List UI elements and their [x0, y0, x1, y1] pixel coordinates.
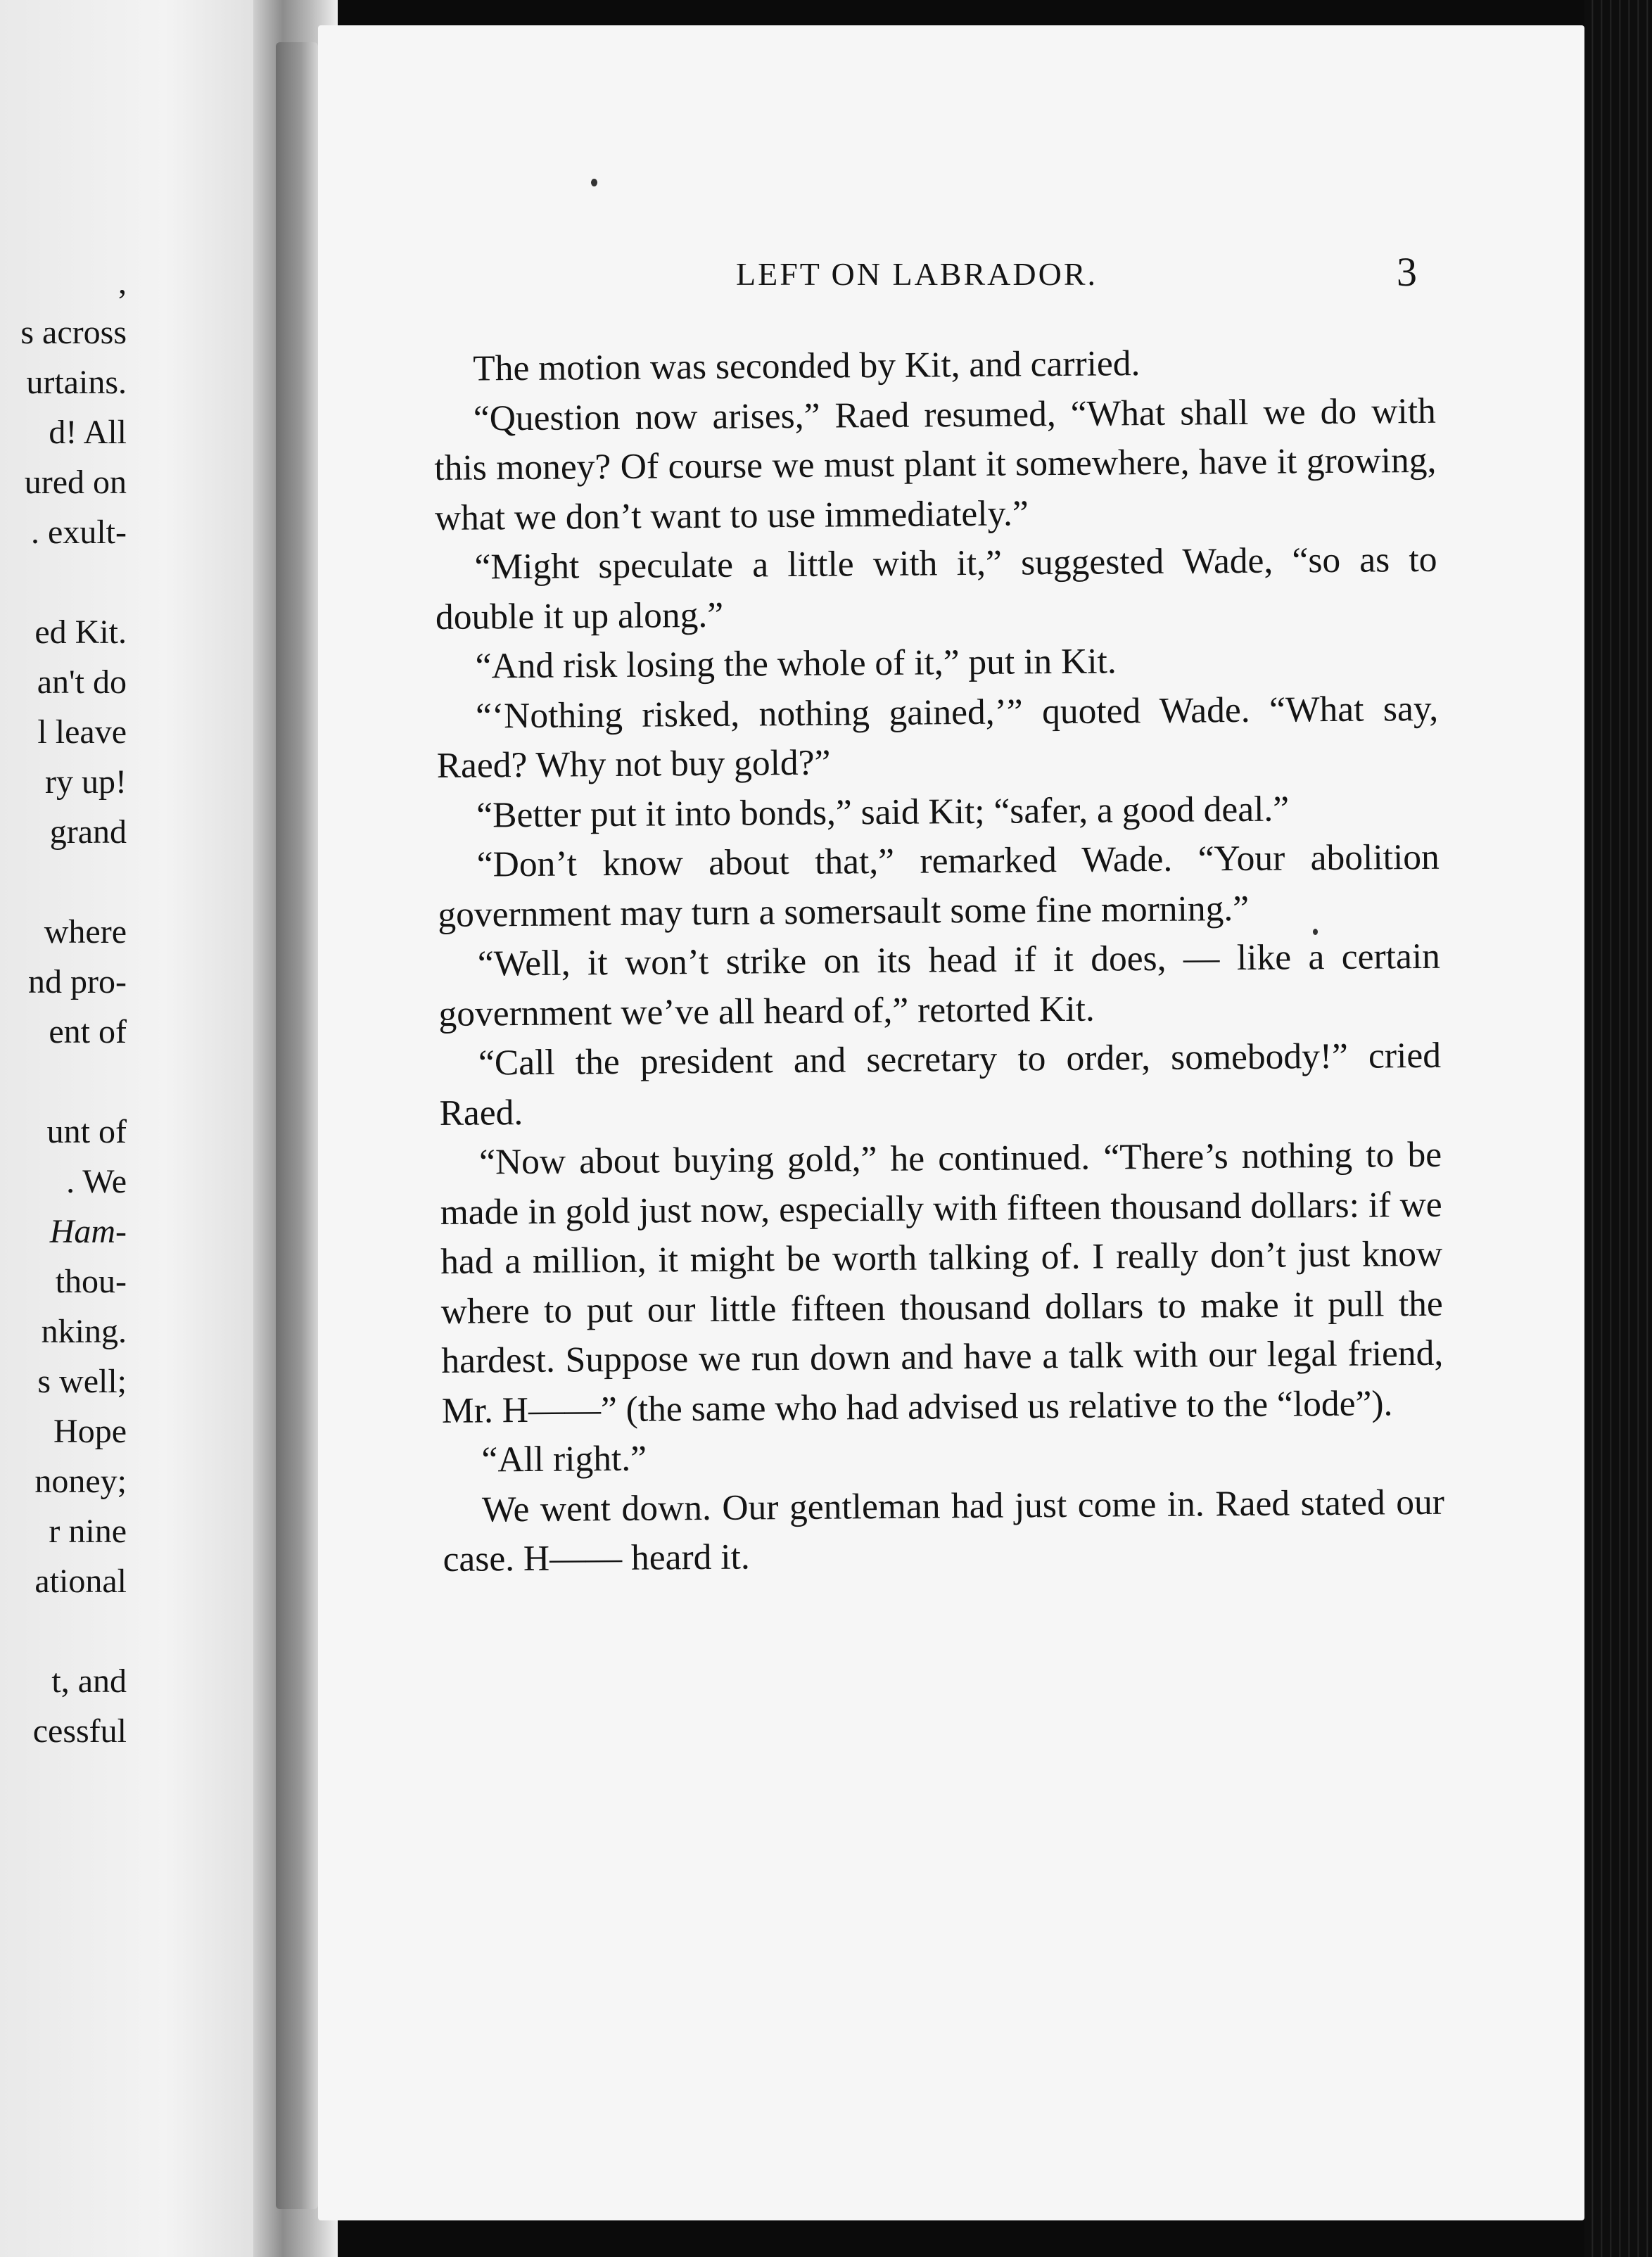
print-speck: [591, 179, 597, 186]
facing-page-line: t, and: [51, 1662, 127, 1700]
paragraph: “‘Nothing risked, nothing gained,’” quoted Wade. “What say, Raed? Why not buy gold?”: [436, 688, 1439, 786]
facing-page-line: ry up!: [45, 763, 127, 801]
paragraph: The motion was seconded by Kit, and carried.: [473, 343, 1140, 389]
paragraph: “Might speculate a little with it,” suggested Wade, “so as to double it up along.”: [435, 539, 1437, 637]
facing-page-line: Ham-: [49, 1213, 127, 1250]
paragraph: “All right.”: [481, 1438, 647, 1480]
paragraph: We went down. Our gentleman had just come in. Raed stated our case. H—— heard it.: [443, 1482, 1445, 1579]
facing-page-line: noney;: [34, 1463, 127, 1500]
facing-page-line: nd pro-: [28, 963, 127, 1000]
page-number: 3: [1397, 249, 1417, 295]
paragraph: “Well, it won’t strike on its head if it does, — like a certain government we’ve all heard of,” retorted Kit.: [438, 936, 1441, 1034]
facing-page-line: ,: [118, 264, 127, 301]
facing-page-line: urtains.: [26, 364, 127, 401]
paragraph: “Call the president and secretary to order, somebody!” cried Raed.: [439, 1035, 1442, 1133]
gutter-shadow: [276, 42, 318, 2209]
facing-page-line: . exult-: [31, 514, 127, 551]
facing-page-line: ed Kit.: [34, 613, 127, 651]
facing-page-line: ent of: [49, 1013, 127, 1050]
facing-page-line: ured on: [24, 464, 127, 501]
print-speck: [1313, 929, 1318, 935]
paragraph: “Now about buying gold,” he continued. “There’s nothing to be made in gold just now, especially with fifteen thousand dollars: if we had a million, it might be worth talking of. I really don’t just know where to put our little fifteen thousand dollars to make it pull the hardest. Suppose we run down and have a talk with our legal friend, Mr. H——” (the same who had advised us relative to the “lode”).: [440, 1134, 1444, 1431]
paragraph: “Don’t know about that,” remarked Wade. “Your abolition government may turn a somersault some fine morning.”: [438, 837, 1440, 935]
running-head: LEFT ON LABRADOR.: [736, 256, 1098, 292]
facing-page-line: s across: [20, 314, 127, 351]
facing-page-line: unt of: [46, 1113, 127, 1150]
page-edges: [1584, 0, 1652, 2257]
facing-page-text: [0, 0, 276, 2257]
facing-page-line: thou-: [55, 1263, 127, 1300]
facing-page-line: an't do: [37, 663, 127, 701]
paragraph: “And risk losing the whole of it,” put in Kit.: [475, 641, 1117, 687]
facing-page-line: nking.: [41, 1313, 127, 1350]
paragraph: “Question now arises,” Raed resumed, “What shall we do with this money? Of course we must plant it somewhere, have it growing, what we don’t want to use immediately.”: [434, 390, 1437, 538]
facing-page-line: r nine: [49, 1513, 127, 1550]
paragraph: “Better put it into bonds,” said Kit; “safer, a good deal.”: [476, 788, 1290, 836]
facing-page-line: ational: [34, 1563, 127, 1600]
page-body: [433, 337, 1445, 1585]
facing-page-line: cessful: [32, 1712, 127, 1750]
facing-page-line: Hope: [53, 1413, 127, 1450]
facing-page-line: l leave: [37, 713, 127, 751]
facing-page-line: grand: [49, 813, 127, 851]
facing-page-line: d! All: [49, 414, 127, 451]
facing-page: [0, 0, 276, 2257]
facing-page-line: s well;: [37, 1363, 127, 1400]
facing-page-line: . We: [66, 1163, 127, 1200]
facing-page-line: where: [44, 913, 127, 951]
